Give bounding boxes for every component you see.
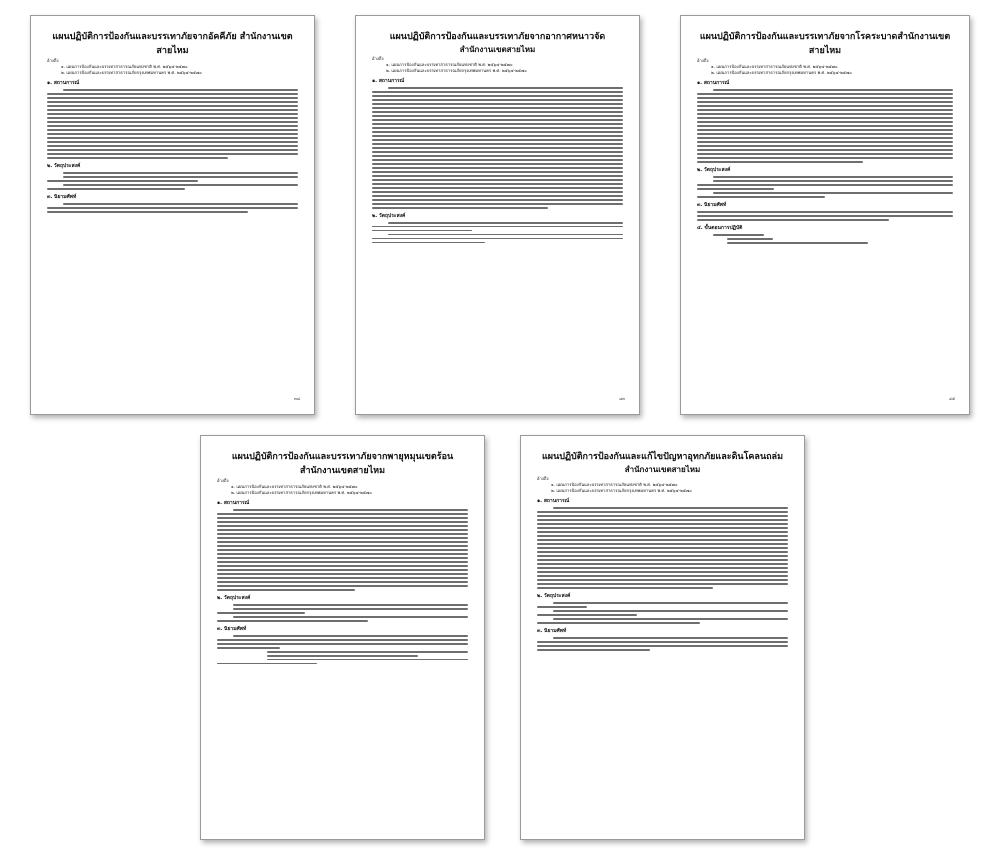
paragraph [697,211,953,221]
page-title: แผนปฏิบัติการป้องกันและบรรเทาภัยจากอัคคีภัย สำนักงานเขตสายไหม [52,32,293,56]
document-page-4 [200,435,485,840]
reference-heading: อ้างถึง [697,58,709,63]
section-heading: ๑. สถานการณ์ [372,78,405,84]
page-number: ๓๘ [294,396,300,401]
reference-heading: อ้างถึง [217,478,229,483]
reference-item: ๒. แผนการป้องกันและบรรเทาสาธารณภัยกรุงเทพมหานคร พ.ศ. ๒๕๖๔-๒๕๗๐ [61,70,202,75]
page-title: แผนปฏิบัติการป้องกันและแก้ไขปัญหาอุทกภัยและดินโคลนถล่ม [542,452,783,462]
reference-heading: อ้างถึง [537,476,549,481]
paragraph [372,87,623,208]
section-heading: ๑. สถานการณ์ [47,80,80,86]
paragraph [697,176,953,198]
reference-item: ๒. แผนการป้องกันและบรรเทาสาธารณภัยกรุงเทพมหานคร พ.ศ. ๒๕๖๔-๒๕๗๐ [711,70,852,75]
paragraph [537,637,788,651]
reference-heading: อ้างถึง [47,58,59,63]
section-heading: ๒. วัตถุประสงค์ [372,212,406,219]
page-subtitle: สำนักงานเขตสายไหม [459,45,536,54]
paragraph [537,602,788,624]
section-heading: ๔. ขั้นตอนการปฏิบัติ [697,224,743,231]
section-heading: ๓. นิยามศัพท์ [47,193,77,200]
section-heading: ๑. สถานการณ์ [537,498,570,504]
document-page-5 [520,435,805,840]
section-heading: ๒. วัตถุประสงค์ [697,166,731,173]
reference-item: ๒. แผนการป้องกันและบรรเทาสาธารณภัยกรุงเทพมหานคร พ.ศ. ๒๕๖๔-๒๕๗๐ [551,488,692,493]
page-subtitle: สำนักงานเขตสายไหม [624,465,701,474]
paragraph [47,172,298,190]
page-title: แผนปฏิบัติการป้องกันและบรรเทาภัยจากโรคระบาดสำนักงานเขตสายไหม [699,32,951,56]
section-heading: ๓. นิยามศัพท์ [697,201,727,208]
paragraph [217,509,468,590]
paragraph [697,234,953,244]
reference-heading: อ้างถึง [372,56,384,61]
page-number: ๔๕ [948,396,955,401]
page-title: แผนปฏิบัติการป้องกันและบรรเทาภัยจากอากาศหนาวจัด [389,32,606,42]
reference-item: ๑. แผนการป้องกันและบรรเทาสาธารณภัยแห่งชาติ พ.ศ. ๒๕๖๔-๒๕๗๐ [551,482,678,487]
document-page-2 [355,15,640,415]
reference-item: ๒. แผนการป้องกันและบรรเทาสาธารณภัยกรุงเทพมหานคร พ.ศ. ๒๕๖๔-๒๕๗๐ [231,490,372,495]
section-heading: ๑. สถานการณ์ [697,80,730,86]
reference-item: ๒. แผนการป้องกันและบรรเทาสาธารณภัยกรุงเทพมหานคร พ.ศ. ๒๕๖๔-๒๕๗๐ [386,68,527,73]
reference-item: ๑. แผนการป้องกันและบรรเทาสาธารณภัยแห่งชาติ พ.ศ. ๒๕๖๔-๒๕๗๐ [231,484,358,489]
section-heading: ๒. วัตถุประสงค์ [537,592,571,599]
page-title: แผนปฏิบัติการป้องกันและบรรเทาภัยจากพายุหมุนเขตร้อน สำนักงานเขตสายไหม [231,452,454,476]
document-page-3 [680,15,970,415]
section-heading: ๓. นิยามศัพท์ [217,625,247,632]
page-number: ๔๓ [619,396,625,401]
paragraph [47,89,298,158]
paragraph [217,604,468,622]
section-heading: ๑. สถานการณ์ [217,500,250,506]
paragraph [47,203,298,213]
reference-item: ๑. แผนการป้องกันและบรรเทาสาธารณภัยแห่งชาติ พ.ศ. ๒๕๖๔-๒๕๗๐ [711,64,838,69]
paragraph [372,222,623,244]
reference-item: ๑. แผนการป้องกันและบรรเทาสาธารณภัยแห่งชาติ พ.ศ. ๒๕๖๔-๒๕๗๐ [386,62,513,67]
document-page-1 [30,15,315,415]
paragraph [537,507,788,588]
section-heading: ๓. นิยามศัพท์ [537,627,567,634]
reference-item: ๑. แผนการป้องกันและบรรเทาสาธารณภัยแห่งชาติ พ.ศ. ๒๕๖๔-๒๕๗๐ [61,64,188,69]
paragraph [217,635,468,664]
section-heading: ๒. วัตถุประสงค์ [47,162,81,169]
paragraph [697,89,953,162]
section-heading: ๒. วัตถุประสงค์ [217,594,251,601]
